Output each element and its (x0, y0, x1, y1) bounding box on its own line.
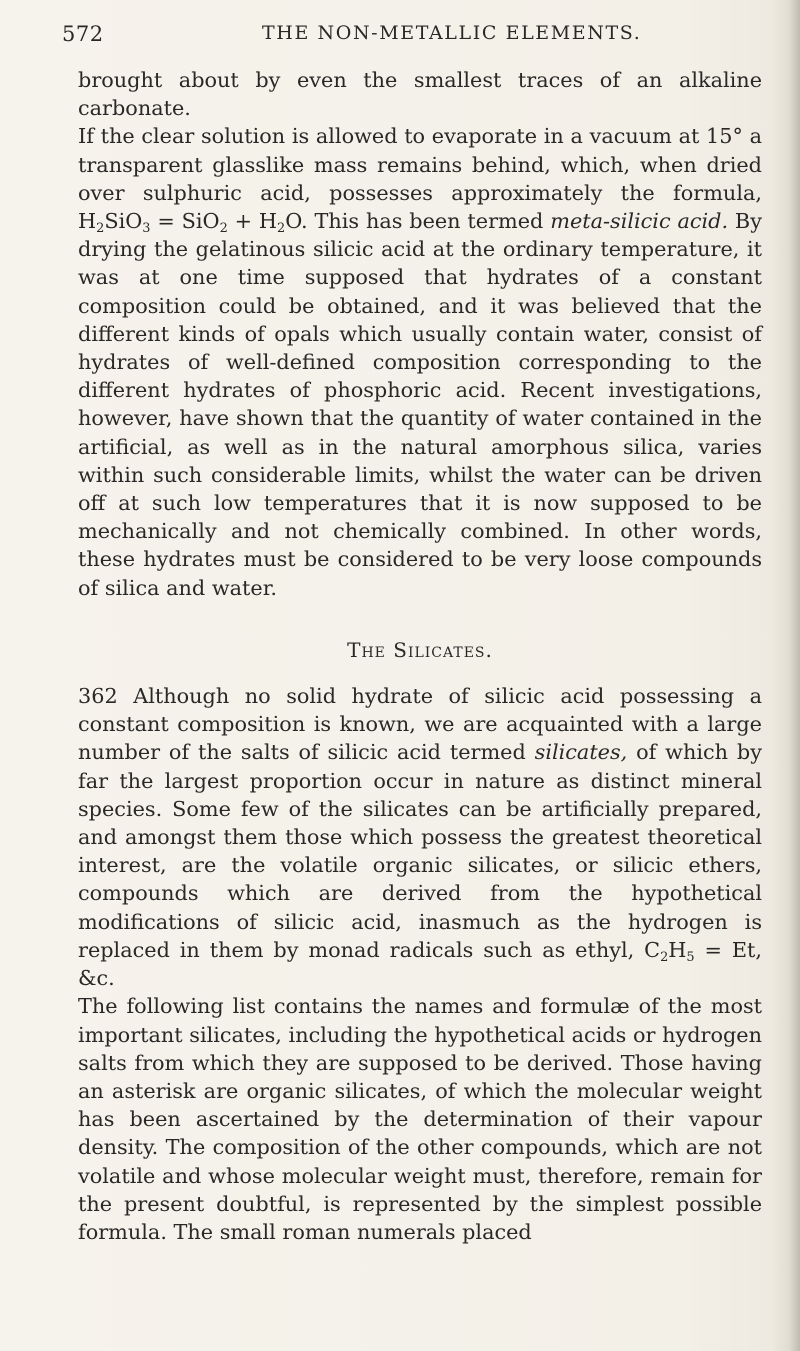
para1-text: brought about by even the smallest traces of an alkaline carbonate. (78, 68, 762, 121)
para2-text-1: If the clear solution is allowed to evaporate in a vacuum at 15° a transparent glasslike mass remains behind, which, when dried over sulphuric acid, possesses approximately the formula, (78, 124, 762, 205)
para3-text-3: = Et, &c. (78, 937, 763, 991)
formula-metasilicic (78, 209, 308, 236)
formula-subscript: 2 (219, 220, 228, 236)
running-title: THE NON-METALLIC ELEMENTS. (262, 22, 642, 44)
paragraph-list-intro (78, 992, 762, 1246)
formula-subscript: 2 (96, 220, 105, 236)
formula-subscript: 2 (660, 949, 669, 965)
paragraph-362 (78, 682, 762, 992)
para2-text-2: This has been termed (307, 209, 551, 234)
formula-part: + H (227, 209, 278, 234)
section-heading: The Silicates. (347, 637, 493, 662)
para3-text-1: Although no solid hydrate of silicic acid possessing a constant composition is known, we are acquainted with a large number of the salts of silicic acid termed (78, 684, 762, 765)
formula-subscript: 5 (686, 949, 695, 965)
formula-part: H (78, 209, 97, 234)
term-meta-silicic-acid: meta-silicic acid. (550, 209, 729, 234)
formula-part: O. (285, 209, 308, 234)
term-silicates: silicates, (534, 740, 628, 765)
section-number: 362 (78, 684, 118, 709)
formula-subscript: 2 (277, 220, 286, 236)
formula-subscript: 3 (142, 220, 151, 236)
page-header (62, 22, 762, 52)
formula-part: H (668, 937, 687, 962)
paragraph-metasilicic-acid (78, 122, 762, 601)
paragraph-continuation (78, 66, 762, 122)
para4-text: The following list contains the names and formulæ of the most important silicates, including the hypothetical acids or hydrogen salts from which they are supposed to be derived. Those having an asterisk are organic silicates, of which the molecular weight has been ascertained by the determination of their vapour density. The composition of the other compounds, which are not volatile and whose molecular weight must, therefore, remain for the present doubtful, is represented by the simplest possible formula. The small roman numerals placed (78, 994, 762, 1244)
formula-part: = SiO (150, 209, 220, 234)
body-text (78, 66, 762, 1246)
para3-text-2: of which by far the largest proportion occur in nature as distinct mineral species. Some few of the silicates can be artificially prepared, and amongst them those which possess the greatest theoretical interest, are the volatile organic silicates, or silicic ethers, compounds which are derived from the hypothetical modifications of silicic acid, inasmuch as the hydrogen is replaced in them by monad radicals such as ethyl, C (78, 740, 762, 962)
formula-part: SiO (104, 209, 143, 234)
para2-text-3: By drying the gelatinous silicic acid at the ordinary temperature, it was at one time supposed that hydrates of a constant composition could be obtained, and it was believed that the different kinds of opals which usually contain water, consist of hydrates of well-defined composition corresponding to the different hydrates of phosphoric acid. Recent investigations, however, have shown that the quantity of water contained in the artificial, as well as in the natural amorphous silica, varies within such considerable limits, whilst the water can be driven off at such low temperatures that it is now supposed to be mechanically and not chemically combined. In other words, these hydrates must be considered to be very loose compounds of silica and water. (78, 209, 762, 600)
page-number: 572 (62, 22, 104, 46)
page-edge-shadow (772, 0, 800, 1351)
